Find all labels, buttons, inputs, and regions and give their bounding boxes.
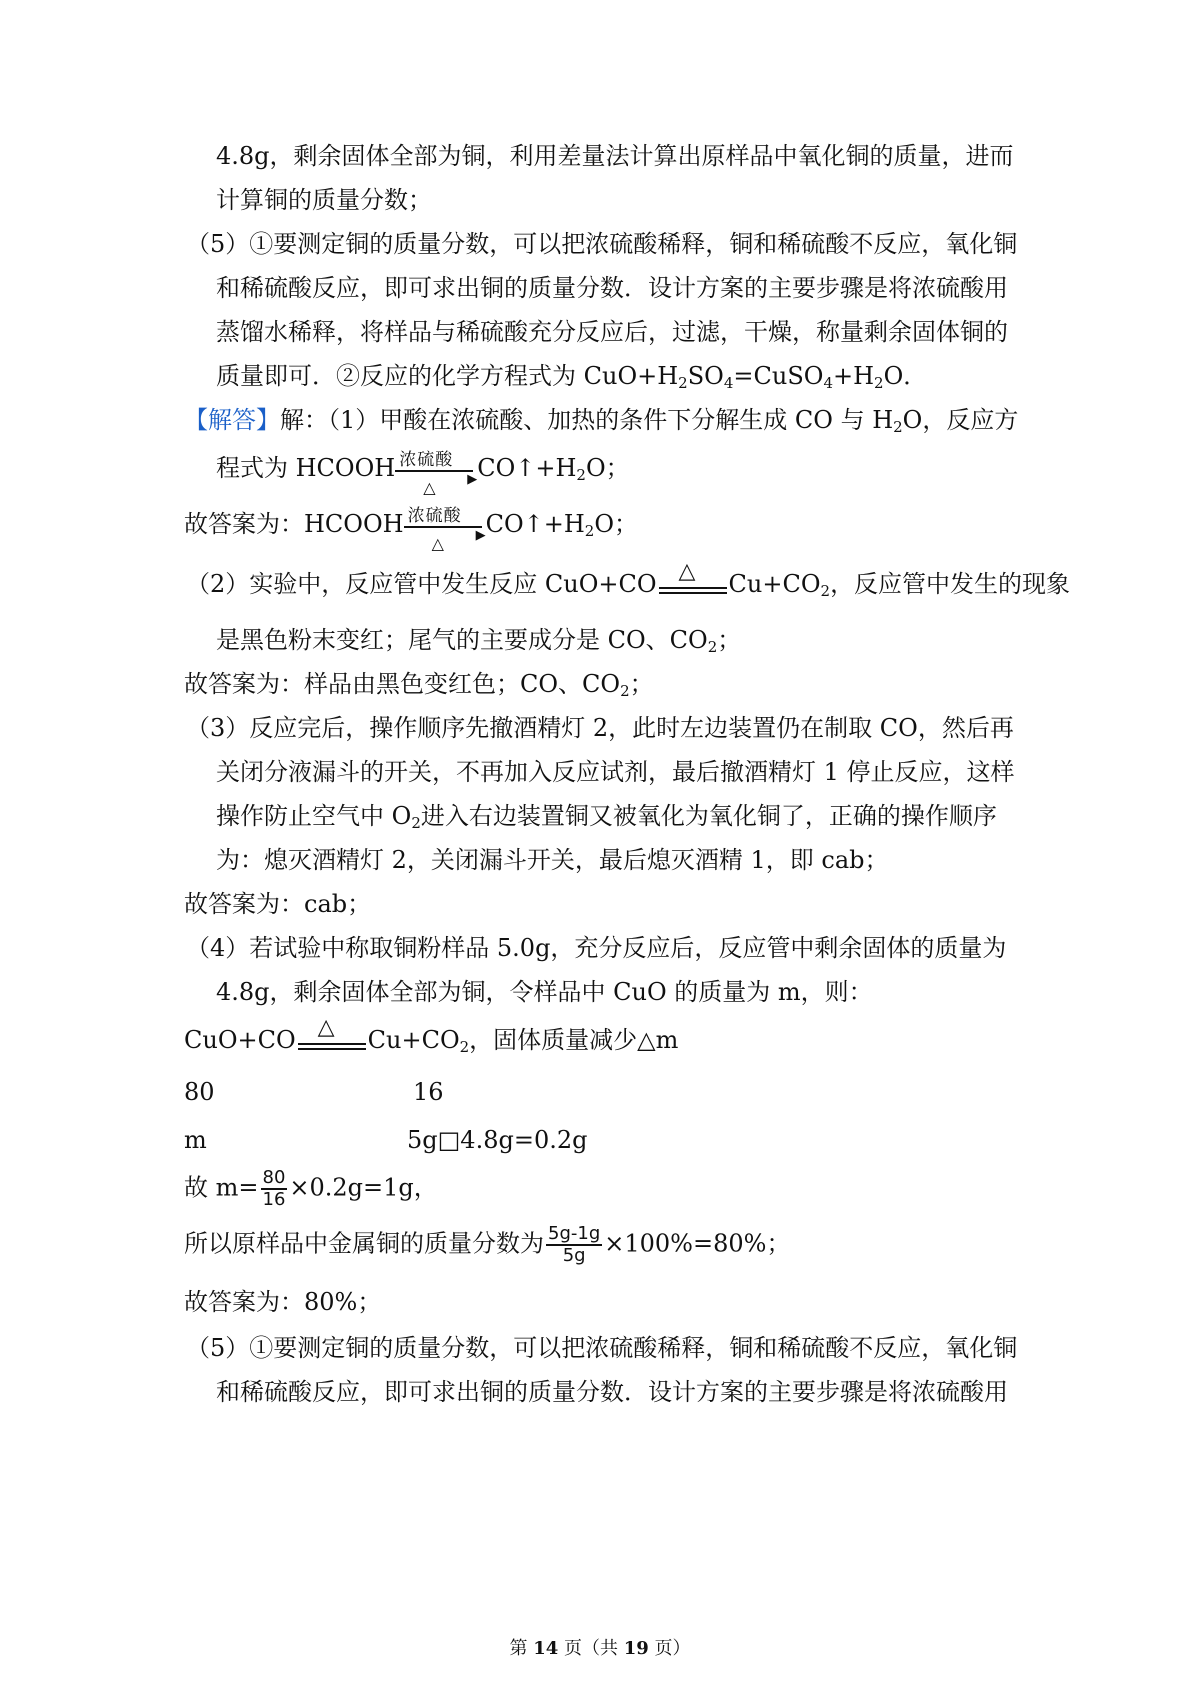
text-line: 为：熄灭酒精灯 2，关闭漏斗开关，最后熄灭酒精 1，即 cab； (216, 846, 889, 874)
text-line: 故答案为：样品由黑色变红色；CO、$CO_2$； (184, 670, 654, 700)
answer-line: 【解答】解：（1）甲酸在浓硫酸、加热的条件下分解生成 CO 与 $H_2O$，反应方 (184, 406, 1019, 436)
page-footer: 第 14 页（共 19 页） (509, 1638, 691, 1659)
text-line: 故答案为：80%； (184, 1288, 382, 1316)
page-total: 19 (623, 1638, 649, 1659)
text-line-equation: 故答案为：HCOOH 浓硫酸 ▶ △ $CO↑+H_2O$； (184, 505, 638, 553)
text-line: 4.8g，剩余固体全部为铜，利用差量法计算出原样品中氧化铜的质量，进而 (216, 142, 1014, 170)
heat-equals-sign: △ (296, 1026, 368, 1058)
text-line: 故答案为：cab； (184, 890, 372, 918)
text-line: 计算铜的质量分数； (216, 186, 432, 214)
mass-variable-row: m (184, 1126, 207, 1154)
mass-ratio-value: 16 (413, 1078, 444, 1106)
text-line-equation: 质量即可．②反应的化学方程式为 $CuO+H_2SO_4=CuSO_4+H_2O$． (216, 362, 928, 392)
text-line: 是黑色粉末变红；尾气的主要成分是 CO、$CO_2$； (216, 626, 742, 656)
page-number: 14 (533, 1638, 559, 1659)
text-line: 操作防止空气中 $O_2$进入右边装置铜又被氧化为氧化铜了，正确的操作顺序 (216, 802, 997, 832)
text-line-equation: CuO+CO △ $Cu+CO_2$，固体质量减少△m (184, 1014, 679, 1056)
text-line-fraction: 故 m= $\frac{80}{16}$ ×0.2g=1g， (184, 1167, 438, 1210)
text-line-equation: 程式为 HCOOH 浓硫酸 ▶ △ $CO↑+H_2O$； (216, 449, 630, 497)
reaction-arrow: 浓硫酸 ▶ △ (404, 510, 486, 542)
text-line-fraction: 所以原样品中金属铜的质量分数为 $\frac{5g-1g}{5g}$ ×100%=80%； (184, 1223, 791, 1266)
text-line: 蒸馏水稀释，将样品与稀硫酸充分反应后，过滤，干燥，称量剩余固体铜的 (216, 318, 1008, 346)
text-line: （4）若试验中称取铜粉样品 5.0g，充分反应后，反应管中剩余固体的质量为 (186, 934, 1007, 962)
text-line: 关闭分液漏斗的开关，不再加入反应试剂，最后撤酒精灯 1 停止反应，这样 (216, 758, 1015, 786)
text-line: （5）①要测定铜的质量分数，可以把浓硫酸稀释，铜和稀硫酸不反应，氧化铜 (186, 1334, 1018, 1362)
fraction: $\frac{80}{16}$ (262, 1167, 286, 1210)
mass-difference-value: 5g□4.8g=0.2g (407, 1126, 588, 1154)
mass-ratio-row: 80 (184, 1078, 215, 1106)
text-line: 4.8g，剩余固体全部为铜，令样品中 CuO 的质量为 m，则： (216, 978, 873, 1006)
answer-tag: 【解答】 (184, 406, 280, 434)
text-line: （3）反应完后，操作顺序先撤酒精灯 2，此时左边装置仍在制取 CO，然后再 (186, 714, 1014, 742)
fraction: $\frac{5g-1g}{5g}$ (548, 1223, 601, 1266)
text-line-equation: （2）实验中，反应管中发生反应 CuO+CO △ $Cu+CO_2$，反应管中发生的现象 (186, 558, 1071, 600)
text-line: 和稀硫酸反应，即可求出铜的质量分数．设计方案的主要步骤是将浓硫酸用 (216, 274, 1008, 302)
heat-equals-sign: △ (657, 570, 729, 602)
reaction-arrow: 浓硫酸 ▶ △ (395, 454, 477, 486)
text-line: （5）①要测定铜的质量分数，可以把浓硫酸稀释，铜和稀硫酸不反应，氧化铜 (186, 230, 1018, 258)
text-line: 和稀硫酸反应，即可求出铜的质量分数．设计方案的主要步骤是将浓硫酸用 (216, 1378, 1008, 1406)
